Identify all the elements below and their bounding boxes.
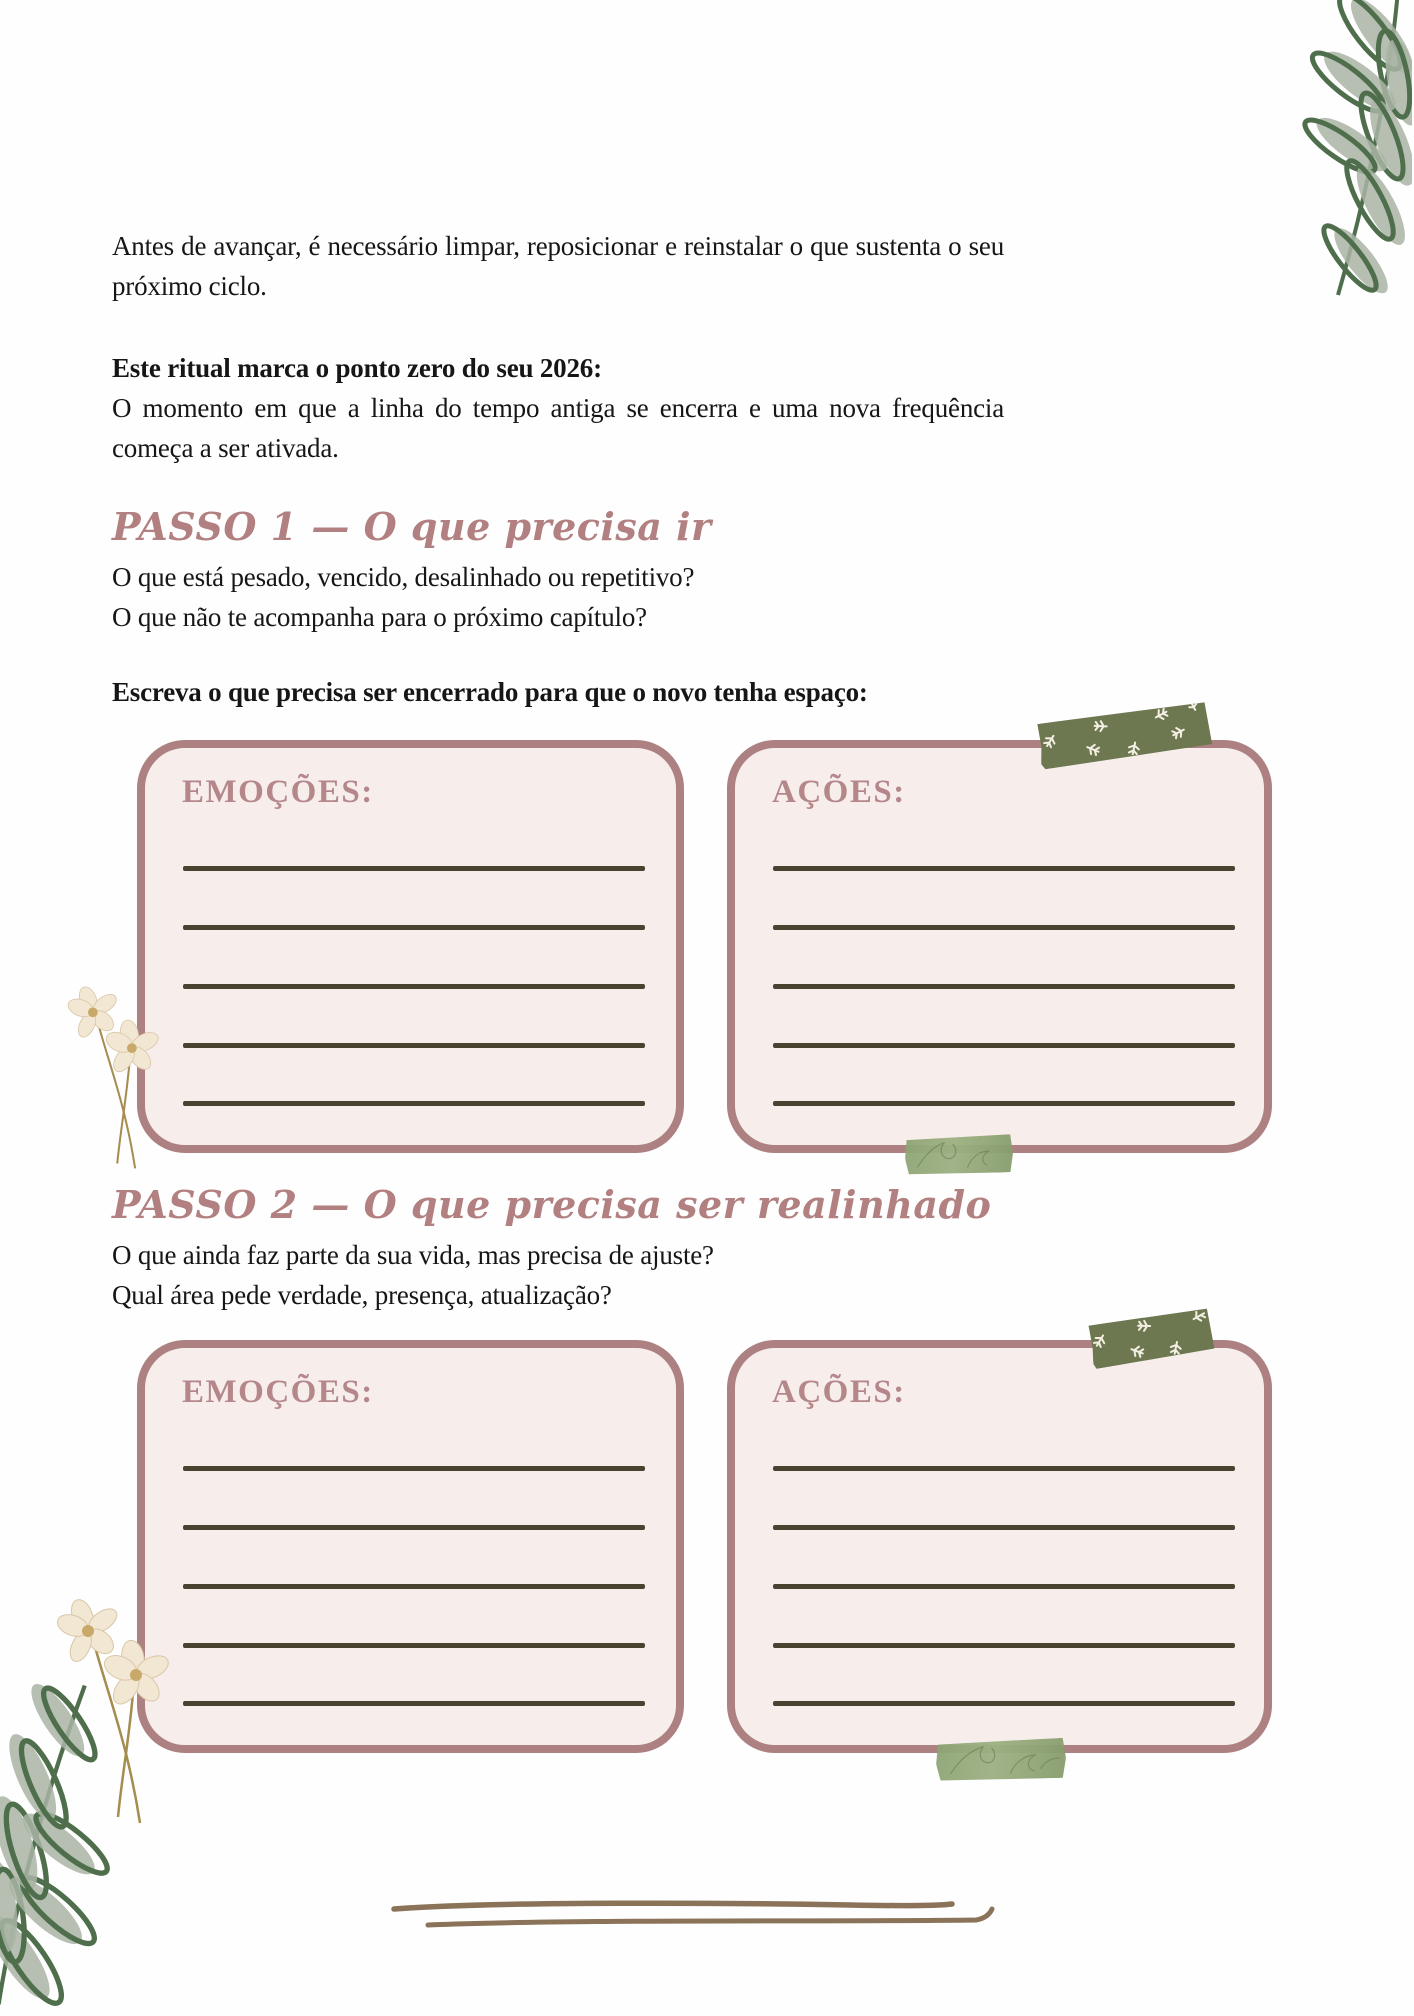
write-line — [183, 984, 645, 989]
passo2-question2: Qual área pede verdade, presença, atualização? — [112, 1280, 612, 1310]
write-line — [183, 1701, 645, 1706]
ritual-body: O momento em que a linha do tempo antiga se encerra e uma nova frequência começa a ser ativada. — [112, 393, 1004, 463]
write-line — [183, 1101, 645, 1106]
dried-flower-step1 — [48, 975, 180, 1170]
emotions-box-step2 — [137, 1340, 684, 1753]
write-line — [773, 1701, 1235, 1706]
hand-drawn-underline — [380, 1890, 1010, 1945]
intro-paragraph: Antes de avançar, é necessário limpar, reposicionar e reinstalar o que sustenta o seu próximo ciclo. — [112, 231, 1004, 301]
branch-illustration-top-right — [1252, 0, 1412, 300]
write-line — [773, 1101, 1235, 1106]
write-line — [773, 1466, 1235, 1471]
actions-box-step1 — [727, 740, 1272, 1153]
write-line — [183, 1466, 645, 1471]
write-line — [773, 1584, 1235, 1589]
write-line — [773, 866, 1235, 871]
passo1-question1: O que está pesado, vencido, desalinhado ou repetitivo? — [112, 562, 695, 592]
write-line — [183, 1643, 645, 1648]
dried-flower-step2 — [48, 1580, 180, 1830]
washi-tape-plain-step1 — [904, 1134, 1013, 1176]
passo1-title: PASSO 1 — O que precisa ir — [112, 504, 712, 549]
emotions-label: EMOÇÕES: — [182, 1374, 374, 1410]
emotions-label: EMOÇÕES: — [182, 774, 374, 810]
passo1-prompt: Escreva o que precisa ser encerrado para que o novo tenha espaço: — [112, 677, 868, 707]
write-line — [773, 984, 1235, 989]
actions-label: AÇÕES: — [772, 1374, 906, 1410]
write-line — [183, 866, 645, 871]
passo1-question2: O que não te acompanha para o próximo capítulo? — [112, 602, 647, 632]
emotions-box-step1 — [137, 740, 684, 1153]
passo2-question1: O que ainda faz parte da sua vida, mas precisa de ajuste? — [112, 1240, 714, 1270]
actions-label: AÇÕES: — [772, 774, 906, 810]
write-line — [183, 925, 645, 930]
write-line — [773, 1525, 1235, 1530]
write-line — [183, 1584, 645, 1589]
write-line — [183, 1043, 645, 1048]
ritual-lead: Este ritual marca o ponto zero do seu 2026: — [112, 353, 602, 383]
passo2-title: PASSO 2 — O que precisa ser realinhado — [112, 1182, 992, 1227]
write-line — [773, 1643, 1235, 1648]
write-line — [773, 1043, 1235, 1048]
write-line — [183, 1525, 645, 1530]
write-line — [773, 925, 1235, 930]
actions-box-step2 — [727, 1340, 1272, 1753]
washi-tape-plain-step2 — [935, 1738, 1066, 1783]
